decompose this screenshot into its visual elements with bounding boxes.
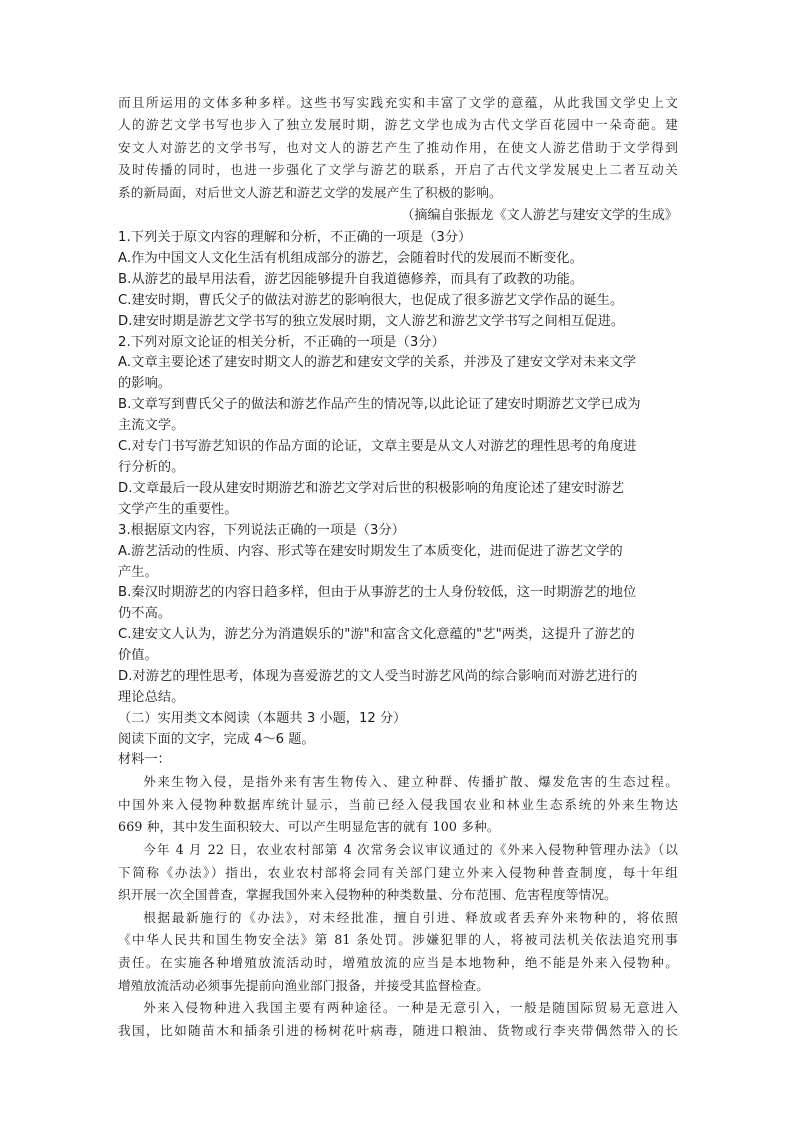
option-b: B.秦汉时期游艺的内容日趋多样，但由于从事游艺的士人身份较低，这一时期游艺的地位 <box>118 585 637 601</box>
material-line: 外来入侵物种进入我国主要有两种途径。一种是无意引入，一般是随国际贸易无意进入 <box>143 1000 678 1016</box>
option-b: B.从游艺的最早用法看，游艺因能够提升自我道德修养，而具有了政教的功能。 <box>118 271 584 287</box>
option-d: D.文章最后一段从建安时期游艺和游艺文学对后世的积极影响的角度论述了建安时游艺 <box>118 480 625 496</box>
question-stem: 3.根据原文内容，下列说法正确的一项是（3分） <box>118 522 406 538</box>
option-b-cont: 主流文学。 <box>118 418 185 434</box>
material-line: 今年 4 月 22 日，农业农村部第 4 次常务会议审议通过的《外来入侵物种管理办法》（以 <box>143 842 678 858</box>
question-2 <box>118 333 678 521</box>
option-a-cont: 的影响。 <box>118 376 172 392</box>
option-d: D.对游艺的理性思考，体现为喜爱游艺的文人受当时游艺风尚的综合影响而对游艺进行的 <box>118 669 638 685</box>
material-line: 外来生物入侵，是指外来有害生物传入、建立种群、传播扩散、爆发危害的生态过程。 <box>143 774 678 790</box>
option-b-cont: 仍不高。 <box>118 606 172 622</box>
option-c: C.建安时期，曹氏父子的做法对游艺的影响很大，也促成了很多游艺文学作品的诞生。 <box>118 292 624 308</box>
material-line: 669 种，其中发生面积较大、可以产生明显危害的就有 100 多种。 <box>118 819 500 835</box>
option-c-cont: 行分析的。 <box>118 460 185 475</box>
question-stem: 1.下列关于原文内容的理解和分析，不正确的一项是（3分） <box>118 230 472 246</box>
option-d-cont: 文学产生的重要性。 <box>118 501 238 517</box>
passage-line: 系的新局面，对后世文人游艺和游艺文学的发展产生了积极的影响。 <box>118 184 502 200</box>
option-a-cont: 产生。 <box>118 564 158 580</box>
question-stem: 2.下列对原文论证的相关分析，不正确的一项是（3分） <box>118 334 445 350</box>
option-c: C.对专门书写游艺知识的作品方面的论证，文章主要是从文人对游艺的理性思考的角度进 <box>118 439 637 455</box>
option-d: D.建安时期是游艺文学书写的独立发展时期，文人游艺和游艺文学书写之间相互促进。 <box>118 313 625 329</box>
passage-line: 人的游艺文学书写也步入了独立发展时期，游艺文学也成为古代文学百花园中一朵奇葩。建 <box>118 117 678 133</box>
question-1 <box>118 228 678 333</box>
passage-continued <box>118 92 678 204</box>
option-d-cont: 理论总结。 <box>118 689 185 705</box>
option-c: C.建安文人认为，游艺分为消遣娱乐的"游"和富含文化意蕴的"艺"两类，这提升了游艺的 <box>118 627 635 643</box>
option-a: A.文章主要论述了建安时期文人的游艺和建安文学的关系，并涉及了建安文学对未来文学 <box>118 355 637 371</box>
material-line: 《中华人民共和国生物安全法》第 81 条处罚。涉嫌犯罪的人，将被司法机关依法追究刑事 <box>118 932 678 948</box>
material-line: 增殖放流活动必须事先提前向渔业部门报备，并接受其监督检查。 <box>118 977 490 993</box>
material-line: 下简称《办法》）指出，农业农村部将会同有关部门建立外来入侵物种普查制度，每十年组 <box>118 864 678 880</box>
passage-line: 安文人对游艺的文学书写，也对文人的游艺产生了推动作用，在使文人游艺借助于文学得到 <box>118 139 678 155</box>
material-line: 我国，比如随苗木和插条引进的杨树花叶病毒，随进口粮油、货物或行李夹带偶然带入的长 <box>118 1022 678 1038</box>
option-a: A.游艺活动的性质、内容、形式等在建安时期发生了本质变化，进而促进了游艺文学的 <box>118 543 623 559</box>
option-c-cont: 价值。 <box>118 648 158 664</box>
passage-line: 而且所运用的文体多种多样。这些书写实践充实和丰富了文学的意蕴，从此我国文学史上文 <box>118 95 678 110</box>
material-line: 责任。在实施各种增殖放流活动时，增殖放流的应当是本地物种，绝不能是外来入侵物种。 <box>118 955 678 971</box>
material-line: 织开展一次全国普查，掌握我国外来入侵物种的种类数量、分布范围、危害程度等情况。 <box>118 887 617 903</box>
material-line: 根据最新施行的《办法》，对未经批准，擅自引进、释放或者丢弃外来物种的，将依照 <box>143 909 678 925</box>
passage-line: 及时传播的同时，也进一步强化了文学与游艺的联系，开启了古代文学发展史上二者互动关 <box>118 162 678 178</box>
material-label: 材料一： <box>118 752 171 768</box>
option-a: A.作为中国文人文化生活有机组成部分的游艺，会随着时代的发展而不断变化。 <box>118 250 583 266</box>
section-instruction: 阅读下面的文字，完成 4～6 题。 <box>118 731 315 747</box>
option-b: B.文章写到曹氏父子的做法和游艺作品产生的情况等,以此论证了建安时期游艺文学已成为 <box>118 397 641 413</box>
section-heading: （二）实用类文本阅读（本题共 3 小题，12 分） <box>118 710 407 726</box>
question-3 <box>118 521 678 709</box>
material-line: 中国外来入侵物种数据库统计显示，当前已经入侵我国农业和林业生态系统的外来生物达 <box>118 796 678 812</box>
material-one <box>118 771 678 1042</box>
source-citation: （摘编自张振龙《文人游艺与建安文学的生成》 <box>401 208 678 224</box>
